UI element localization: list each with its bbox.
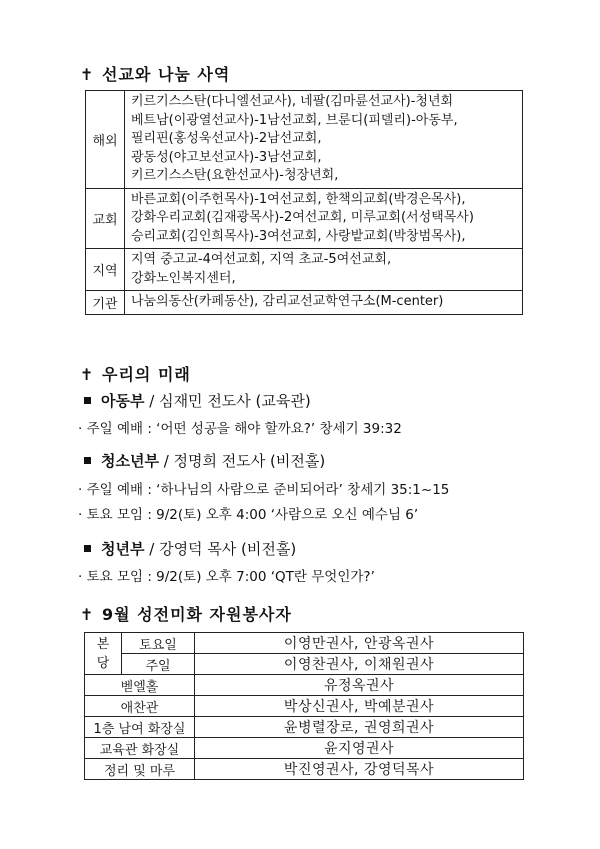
names-cell: 이영만권사, 안광옥권사	[195, 633, 524, 654]
category-cell: 기관	[86, 291, 125, 315]
names-cell: 윤지영권사	[195, 738, 524, 759]
day-cell: 주일	[122, 654, 195, 675]
missions-title-text: 선교와 나눔 사역	[102, 65, 231, 84]
table-row	[85, 717, 524, 738]
dept-heading-young-adults	[84, 538, 296, 559]
future-title-text: 우리의 미래	[102, 365, 191, 384]
place-cell: 1층 남여 화장실	[85, 717, 195, 738]
table-row	[85, 633, 524, 654]
future-section-title	[80, 362, 191, 385]
square-bullet-icon	[84, 545, 91, 552]
main-hall-cell: 본 당	[85, 633, 122, 675]
category-cell: 지역	[86, 249, 125, 291]
mission-line: 키르기스스탄(다니엘선교사), 네팔(김마륜선교사)-청년회	[131, 94, 454, 109]
schedule-item: · 토요 모임 : 9/2(토) 오후 4:00 ‘사람으로 오신 예수님 6’	[78, 507, 419, 523]
place-cell: 정리 및 마루	[85, 759, 195, 780]
mission-line: 키르기스스탄(요한선교사)-청장년회,	[131, 168, 339, 183]
mission-line: 지역 중고교-4여선교회, 지역 초교-5여선교회,	[131, 252, 392, 267]
category-cell: 교회	[86, 188, 125, 249]
mission-line: 승리교회(김인희목사)-3여선교회, 사랑밭교회(박창범목사),	[131, 228, 466, 244]
table-row	[85, 738, 524, 759]
table-row	[85, 675, 524, 696]
category-cell: 해외	[86, 91, 125, 189]
missions-row-institution	[86, 291, 523, 315]
table-row	[85, 696, 524, 717]
volunteers-title-text: 9월 성전미화 자원봉사자	[102, 605, 292, 624]
missions-row-church	[86, 188, 523, 249]
missions-row-overseas	[86, 91, 523, 189]
dept-name: 청소년부	[101, 452, 159, 470]
schedule-item: · 주일 예배 : ‘하나님의 사람으로 준비되어라’ 창세기 35:1~15	[78, 482, 450, 498]
dept-heading-children	[84, 390, 311, 411]
mission-lines	[125, 188, 523, 249]
square-bullet-icon	[84, 397, 91, 404]
names-cell: 박상신권사, 박예분권사	[195, 696, 524, 717]
dept-name: 청년부	[101, 540, 145, 558]
schedule-item: · 주일 예배 : ‘어떤 성공을 해야 할까요?’ 창세기 39:32	[78, 421, 402, 437]
dept-heading-youth	[84, 450, 325, 471]
names-cell: 박진영권사, 강영덕목사	[195, 759, 524, 780]
names-cell: 윤병렬장로, 권영희권사	[195, 717, 524, 738]
dept-leader: / 정명희 전도사 (비전홀)	[158, 452, 326, 470]
dept-leader: / 심재민 전도사 (교육관)	[144, 392, 311, 410]
mission-lines	[125, 249, 523, 291]
mission-line: 광동성(야고보선교사)-3남선교회,	[131, 149, 322, 165]
cross-icon: ✝	[80, 605, 95, 624]
mission-line: 나눔의동산(카페동산), 감리교선교학연구소(M-center)	[131, 294, 444, 309]
names-cell: 이영찬권사, 이채원권사	[195, 654, 524, 675]
mission-line: 강화우리교회(김재광목사)-2여선교회, 미루교회(서성택목사)	[131, 210, 474, 225]
mission-line: 바른교회(이주헌목사)-1여선교회, 한책의교회(박경은목사),	[131, 191, 466, 207]
dept-leader: / 강영덕 목사 (비전홀)	[144, 540, 297, 558]
table-row	[85, 759, 524, 780]
table-row	[85, 654, 524, 675]
cross-icon: ✝	[80, 365, 95, 384]
volunteers-table	[84, 632, 524, 780]
missions-table	[85, 90, 523, 315]
day-cell: 토요일	[122, 633, 195, 654]
mission-line: 베트남(이광열선교사)-1남선교회, 브룬디(피델리)-아동부,	[131, 112, 458, 128]
place-cell: 애찬관	[85, 696, 195, 717]
volunteers-section-title	[80, 602, 292, 625]
mission-lines	[125, 91, 523, 189]
square-bullet-icon	[84, 457, 91, 464]
names-cell: 유정옥권사	[195, 675, 524, 696]
mission-line: 강화노인복지센터,	[131, 270, 236, 286]
missions-section-title	[80, 62, 230, 85]
cross-icon: ✝	[80, 65, 95, 84]
place-cell: 벧엘홀	[85, 675, 195, 696]
place-cell: 교육관 화장실	[85, 738, 195, 759]
missions-row-region	[86, 249, 523, 291]
schedule-item: · 토요 모임 : 9/2(토) 오후 7:00 ‘QT란 무엇인가?’	[78, 569, 375, 585]
mission-lines	[125, 291, 523, 315]
mission-line: 필리핀(홍성욱선교사)-2남선교회,	[131, 131, 322, 146]
dept-name: 아동부	[101, 392, 145, 410]
